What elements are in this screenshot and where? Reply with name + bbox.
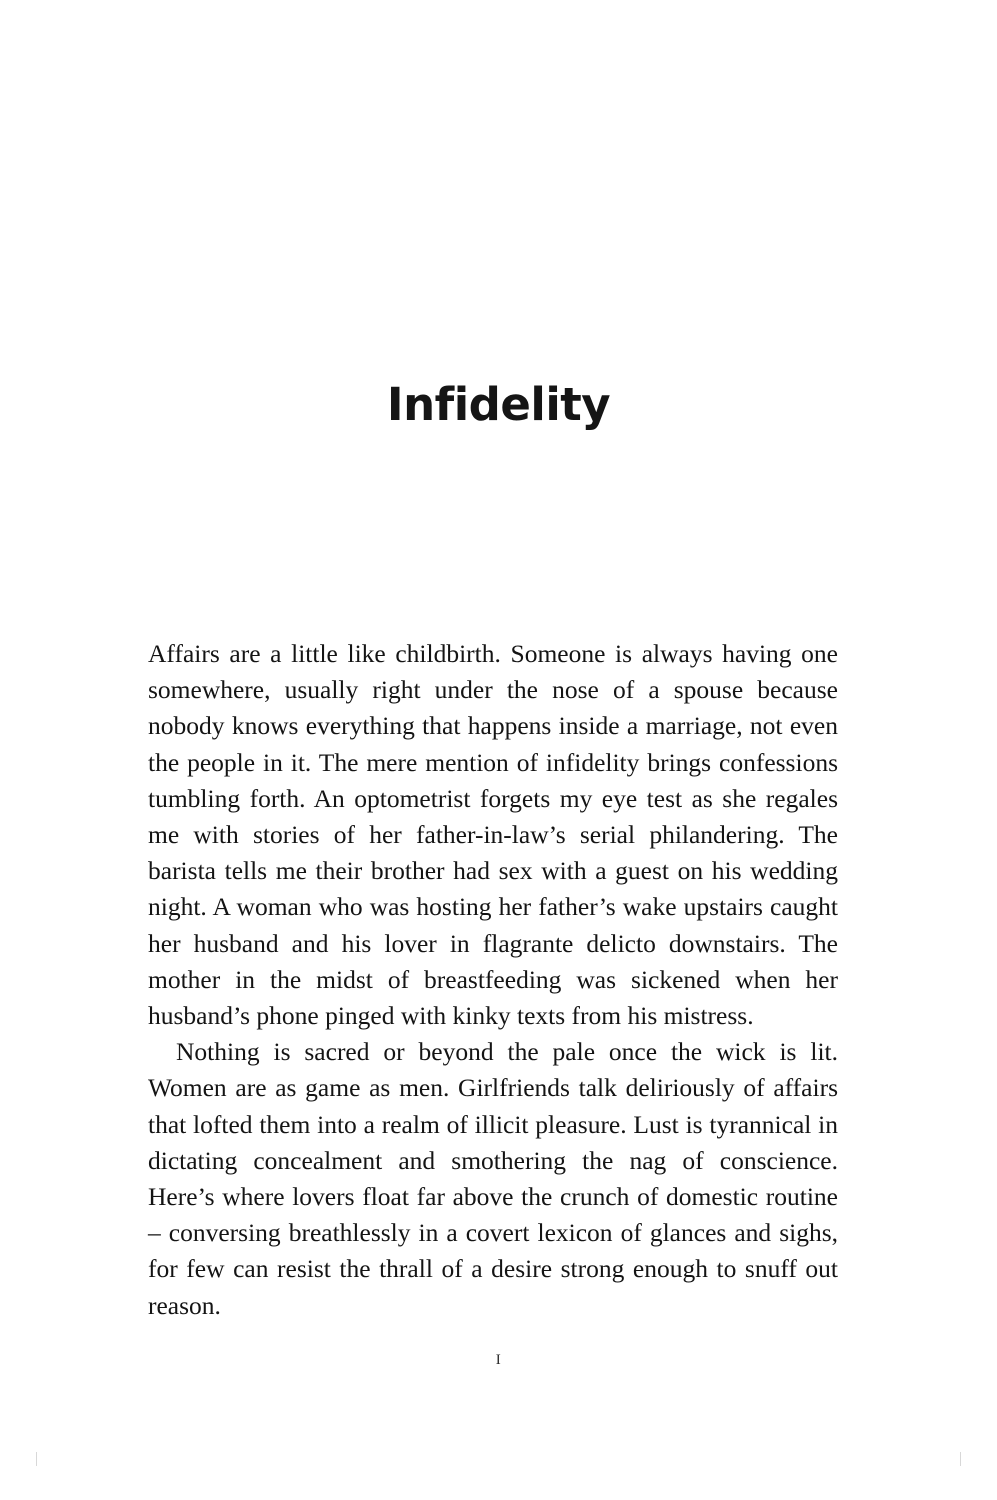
page-number: I — [495, 1352, 502, 1368]
chapter-title: Infidelity — [386, 378, 611, 432]
edge-mark-right — [960, 1452, 961, 1466]
edge-mark-left — [36, 1452, 37, 1466]
body-text-block — [148, 636, 838, 1324]
paragraph: Nothing is sacred or beyond the pale once the wick is lit. Women are as game as men. Girlfriends talk deliriously of affairs that lofted them into a realm of illicit pleasure. Lust is tyrannical in dictating concealment and smothering the nag of conscience. Here’s where lovers float far above the crunch of domestic routine – conversing breathlessly in a covert lexicon of glances and sighs, for few can resist the thrall of a desire strong enough to snuff out reason. — [148, 1037, 838, 1320]
paragraph: Affairs are a little like childbirth. Someone is always having one somewhere, usually right under the nose of a spouse because nobody knows everything that happens inside a marriage, not even the people in it. The mere mention of infidelity brings confessions tumbling forth. An optometrist forgets my eye test as she regales me with stories of her father-in-law’s serial philandering. The barista tells me their brother had sex with a guest on his wedding night. A woman who was hosting her father’s wake upstairs caught her husband and his lover in flagrante delicto downstairs. The mother in the midst of breastfeeding was sickened when her husband’s phone pinged with kinky texts from his mistress. — [148, 639, 838, 1031]
